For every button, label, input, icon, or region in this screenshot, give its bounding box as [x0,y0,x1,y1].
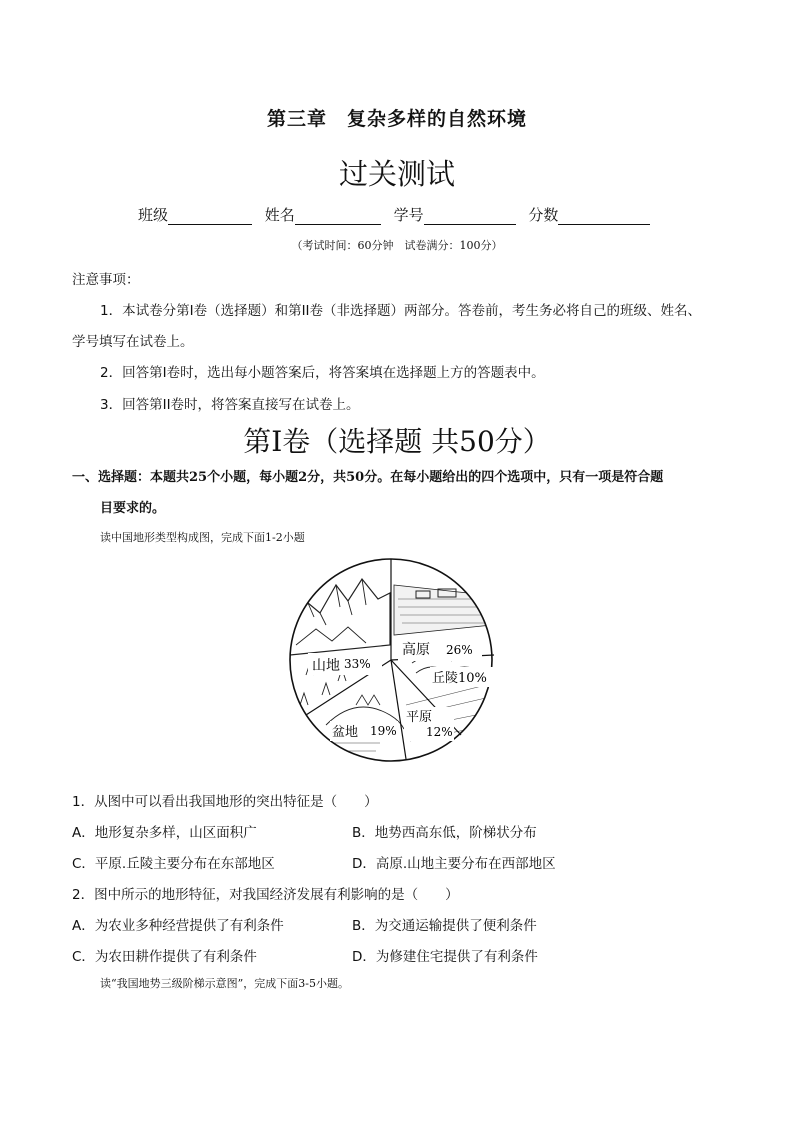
label-plateau: 高原 [402,642,430,658]
name-blank[interactable] [295,208,381,225]
question-1-option-d[interactable]: D．高原.山地主要分布在西部地区 [352,856,556,872]
student-id-label: 学号 [393,206,424,224]
value-mountain: 33% [344,657,371,671]
value-plains: 12% [426,725,453,739]
score-blank[interactable] [558,208,650,225]
question-2-option-c[interactable]: C．为农田耕作提供了有利条件 [72,949,257,965]
chapter-title: 第三章 复杂多样的自然环境 [266,108,527,130]
notice-item-3: 3．回答第II卷时，将答案直接写在试卷上。 [100,397,360,413]
class-label: 班级 [138,206,169,224]
question-2-option-b[interactable]: B．为交通运输提供了便利条件 [352,918,537,934]
page-title: 过关测试 [338,157,455,191]
question-1-option-c[interactable]: C．平原.丘陵主要分布在东部地区 [72,856,275,872]
student-info-fields [138,204,658,225]
read-note-1: 读中国地形类型构成图，完成下面1-2小题 [100,531,305,544]
name-label: 姓名 [264,206,295,224]
label-plains: 平原 [406,710,433,725]
exam-info: （考试时间：60分钟 试卷满分：100分） [291,239,503,252]
notice-item-1-line-1: 1．本试卷分第I卷（选择题）和第II卷（非选择题）两部分。答卷前，考生务必将自己的班级、姓名、 [100,303,702,319]
question-2-option-d[interactable]: D．为修建住宅提供了有利条件 [352,949,538,965]
terrain-pie-chart [286,555,506,770]
section-instruction-line-1: 一、选择题：本题共25个小题，每小题2分，共50分。在每小题给出的四个选项中，只有一项是符合题 [72,470,664,485]
notice-item-1-line-2: 学号填写在试卷上。 [72,334,194,350]
read-note-2: 读“我国地势三级阶梯示意图”，完成下面3-5小题。 [100,977,349,990]
student-id-blank[interactable] [424,208,516,225]
section-title: 第I卷（选择题 共50分） [243,425,551,458]
value-basin: 19% [370,724,397,738]
label-mountain: 山地 [312,658,340,674]
question-1-option-b[interactable]: B．地势西高东低，阶梯状分布 [352,825,537,841]
value-plateau: 26% [446,643,473,657]
question-2-stem: 2．图中所示的地形特征，对我国经济发展有利影响的是（ ） [72,887,459,903]
score-label: 分数 [528,206,559,224]
label-basin: 盆地 [332,725,359,740]
label-hills: 丘陵10% [432,671,487,686]
question-2-option-a[interactable]: A．为农业多种经营提供了有利条件 [72,918,284,934]
class-blank[interactable] [168,208,252,225]
notice-item-2: 2．回答第I卷时，选出每小题答案后，将答案填在选择题上方的答题表中。 [100,365,545,381]
section-instruction-line-2: 目要求的。 [100,501,166,516]
notice-heading: 注意事项： [72,272,140,288]
question-1-option-a[interactable]: A．地形复杂多样，山区面积广 [72,825,257,841]
question-1-stem: 1．从图中可以看出我国地形的突出特征是（ ） [72,794,378,810]
